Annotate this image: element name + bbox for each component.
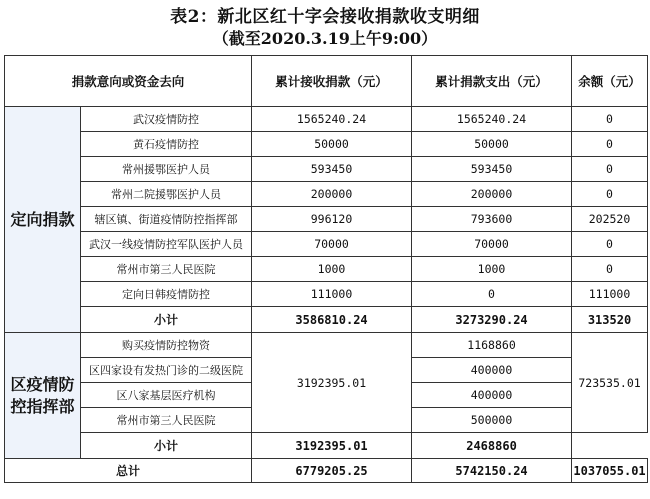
row-item: 区四家设有发热门诊的二级医院	[81, 358, 252, 383]
row-balance: 0	[572, 132, 648, 157]
total-label: 总计	[5, 459, 252, 483]
row-balance: 0	[572, 182, 648, 207]
donation-table	[4, 55, 648, 483]
header-received: 累计接收捐款（元）	[252, 56, 412, 107]
row-received: 996120	[252, 207, 412, 232]
subtotal-balance: 313520	[572, 307, 648, 333]
row-balance: 0	[572, 232, 648, 257]
subtotal-received: 3586810.24	[252, 307, 412, 333]
row-spent: 400000	[412, 383, 572, 408]
row-item: 购买疫情防控物资	[81, 333, 252, 358]
table-row	[5, 333, 648, 358]
row-balance: 0	[572, 257, 648, 282]
row-spent: 500000	[412, 408, 572, 433]
row-balance: 111000	[572, 282, 648, 307]
table-row	[5, 232, 648, 257]
row-spent: 1000	[412, 257, 572, 282]
subtotal-spent: 3273290.24	[412, 307, 572, 333]
row-received: 1565240.24	[252, 107, 412, 132]
row-received: 111000	[252, 282, 412, 307]
row-received: 200000	[252, 182, 412, 207]
table-row	[5, 282, 648, 307]
header-balance: 余额（元）	[572, 56, 648, 107]
row-item: 辖区镇、街道疫情防控指挥部	[81, 207, 252, 232]
row-spent: 593450	[412, 157, 572, 182]
row-item: 常州援鄂医护人员	[81, 157, 252, 182]
header-spent: 累计捐款支出（元）	[412, 56, 572, 107]
total-received: 6779205.25	[252, 459, 412, 483]
row-item: 区八家基层医疗机构	[81, 383, 252, 408]
row-spent: 70000	[412, 232, 572, 257]
title-block	[0, 0, 650, 50]
subtotal-received: 3192395.01	[252, 433, 412, 459]
table-row	[5, 157, 648, 182]
row-item: 定向日韩疫情防控	[81, 282, 252, 307]
subtotal-row	[5, 307, 648, 333]
header-purpose: 捐款意向或资金去向	[5, 56, 252, 107]
subtotal-label: 小计	[81, 307, 252, 333]
table-header-row	[5, 56, 648, 107]
row-received: 1000	[252, 257, 412, 282]
row-spent: 1565240.24	[412, 107, 572, 132]
group-received: 3192395.01	[252, 333, 412, 433]
row-item: 黄石疫情防控	[81, 132, 252, 157]
page-title: 表2：新北区红十字会接收捐款收支明细	[170, 7, 480, 27]
row-balance: 0	[572, 107, 648, 132]
subtotal-spent: 2468860	[412, 433, 572, 459]
table-row	[5, 107, 648, 132]
row-spent: 50000	[412, 132, 572, 157]
subtotal-row	[5, 433, 648, 459]
row-received: 593450	[252, 157, 412, 182]
table-row	[5, 182, 648, 207]
category-directed: 定向捐款	[5, 107, 81, 333]
total-spent: 5742150.24	[412, 459, 572, 483]
row-item: 常州市第三人民医院	[81, 408, 252, 433]
group-balance: 723535.01	[572, 333, 648, 433]
row-item: 常州二院援鄂医护人员	[81, 182, 252, 207]
row-balance: 202520	[572, 207, 648, 232]
row-spent: 200000	[412, 182, 572, 207]
row-spent: 400000	[412, 358, 572, 383]
row-received: 70000	[252, 232, 412, 257]
row-item: 武汉一线疫情防控军队医护人员	[81, 232, 252, 257]
table-row	[5, 132, 648, 157]
row-received: 50000	[252, 132, 412, 157]
row-balance: 0	[572, 157, 648, 182]
subtotal-label: 小计	[81, 433, 252, 459]
row-spent: 1168860	[412, 333, 572, 358]
row-spent: 0	[412, 282, 572, 307]
page-subtitle: （截至2020.3.19上午9:00）	[212, 29, 438, 48]
category-command-center: 区疫情防 控指挥部	[5, 333, 81, 459]
table-row	[5, 257, 648, 282]
row-item: 武汉疫情防控	[81, 107, 252, 132]
row-item: 常州市第三人民医院	[81, 257, 252, 282]
table-row	[5, 207, 648, 232]
total-balance: 1037055.01	[572, 459, 648, 483]
row-spent: 793600	[412, 207, 572, 232]
total-row	[5, 459, 648, 483]
